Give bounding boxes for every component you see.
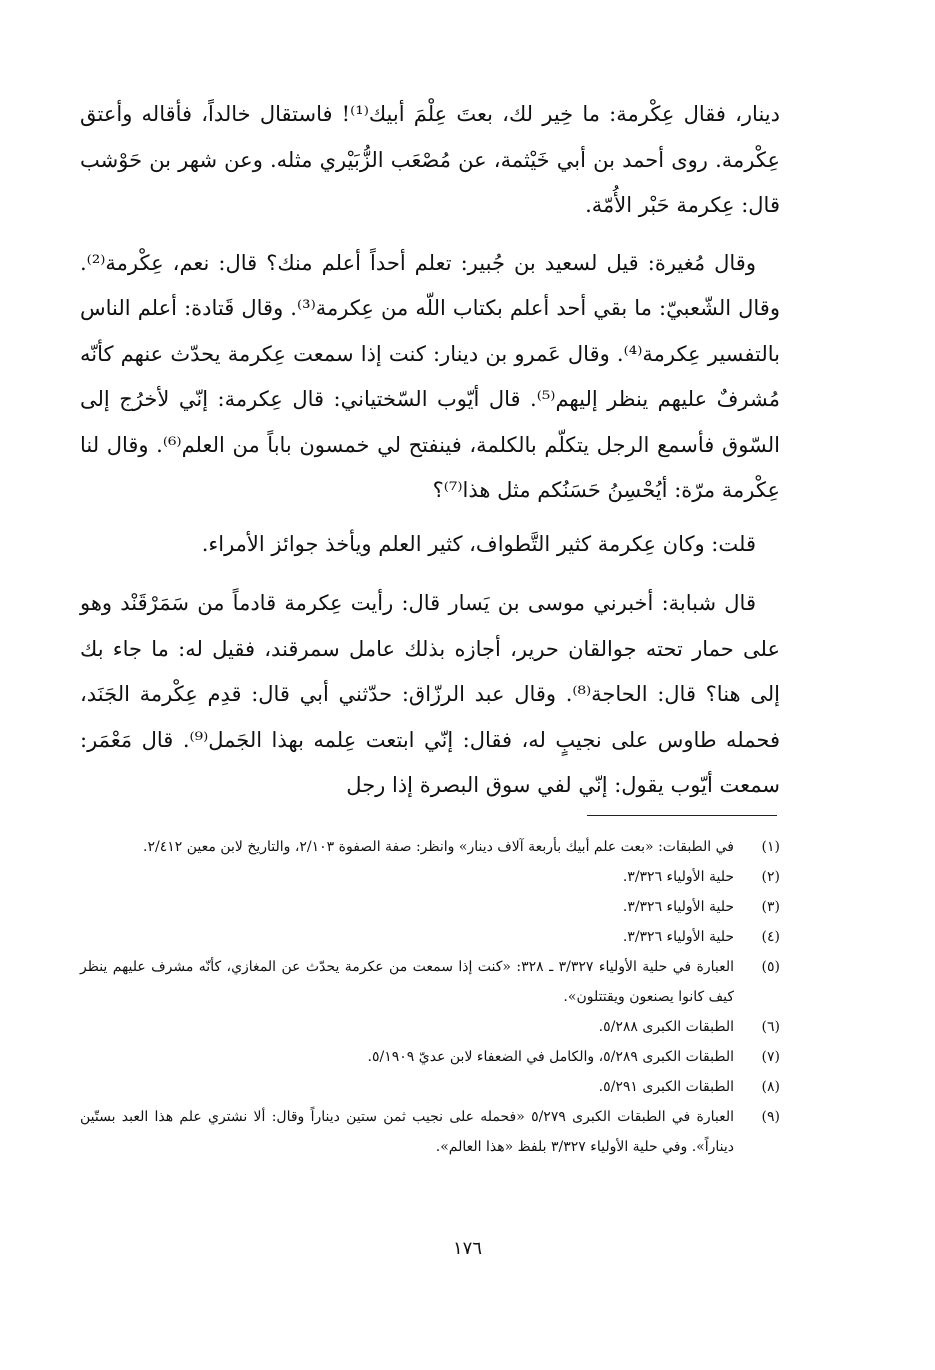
footnote-text: العبارة في الطبقات الكبرى ٥/٢٧٩ «فحمله على نجيب ثمن ستين ديناراً وقال: ألا نشتري علم هذا العبد بستّين ديناراً». وفي حلية الأولياء ٣/٣٢٧ بلفظ «هذا العالم». — [80, 1109, 734, 1155]
footnote-item — [80, 952, 780, 1012]
paragraph-3: قلت: وكان عِكرمة كثير التَّطواف، كثير العلم ويأخذ جوائز الأمراء. — [201, 531, 756, 556]
footnote-text: حلية الأولياء ٣/٣٢٦. — [622, 869, 734, 885]
footnote-number: (٢) — [761, 869, 780, 885]
footnote-text: حلية الأولياء ٣/٣٢٦. — [622, 899, 734, 915]
footnote-number: (٣) — [761, 899, 780, 915]
footnote-text: حلية الأولياء ٣/٣٢٦. — [622, 929, 734, 945]
footnote-text: في الطبقات: «بعت علم أبيك بأربعة آلاف دينار» وانظر: صفة الصفوة ٢/١٠٣، والتاريخ لابن معين ٢/٤١٢. — [143, 839, 734, 855]
footnote-number: (٨) — [761, 1079, 780, 1095]
footnote-number: (٦) — [761, 1019, 780, 1035]
paragraph-4: قال شبابة: أخبرني موسى بن يَسار قال: رأيت عِكرمة قادماً من سَمَرْقَنْد وهو على حمار تحته جوالقان حرير، أجازه بذلك عامل سمرقند، فقيل له: ما جاء بك إلى هنا؟ قال: الحاجة⁽⁸⁾. وقال عبد الرزّاق: حدّثني أبي قال: قدِم عِكْرمة الجَنَد، فحمله طاوس على نجيبٍ له، فقال: إنّي ابتعت عِلمه بهذا الجَمل⁽⁹⁾. قال مَعْمَر: سمعت أيّوب يقول: إنّي لفي سوق البصرة إذا رجل — [80, 591, 781, 797]
footnote-number: (٤) — [761, 929, 780, 945]
footnote-item — [80, 862, 780, 892]
footnote-number: (٥) — [761, 959, 780, 975]
footnote-item — [80, 922, 780, 952]
main-text — [80, 92, 780, 809]
footnote-item — [80, 1042, 780, 1072]
footnote-item — [80, 832, 780, 862]
paragraph-2: وقال مُغيرة: قيل لسعيد بن جُبير: تعلم أحداً أعلم منك؟ قال: نعم، عِكْرمة⁽²⁾. وقال الشّعبيّ: ما بقي أحد أعلم بكتاب اللّه من عِكرمة⁽³⁾. وقال قَتادة: أعلم الناس بالتفسير عِكرمة⁽⁴⁾. وقال عَمرو بن دينار: كنت إذا سمعت عِكرمة يحدّث عنهم كأنّه مُشرفٌ عليهم ينظر إليهم⁽⁵⁾. قال أيّوب السّختياني: قال عِكرمة: إنّي لأخرُج إلى السّوق فأسمع الرجل يتكلّم بالكلمة، فينفتح لي خمسون باباً من العلم⁽⁶⁾. وقال لنا عِكْرمة مرّة: أيُحْسِنُ حَسَنُكم مثل هذا⁽⁷⁾؟ — [80, 250, 781, 502]
footnote-text: الطبقات الكبرى ٥/٢٨٩، والكامل في الضعفاء لابن عديّ ٥/١٩٠٩. — [367, 1049, 734, 1065]
footnote-item — [80, 1012, 780, 1042]
footnote-item — [80, 1102, 780, 1162]
footnote-number: (١) — [761, 839, 780, 855]
footnote-item — [80, 1072, 780, 1102]
footnote-text: الطبقات الكبرى ٥/٢٨٨. — [598, 1019, 734, 1035]
footnote-divider — [587, 815, 777, 816]
footnote-number: (٧) — [761, 1049, 780, 1065]
page-number: ١٧٦ — [452, 1238, 482, 1259]
footnote-number: (٩) — [761, 1109, 780, 1125]
footnote-text: العبارة في حلية الأولياء ٣/٣٢٧ ـ ٣٢٨: «كنت إذا سمعت من عكرمة يحدّث عن المغازي، كأنّه مشرف عليهم ينظر كيف كانوا يصنعون ويقتتلون». — [80, 959, 734, 1005]
footnote-text: الطبقات الكبرى ٥/٢٩١. — [598, 1079, 734, 1095]
paragraph-1: دينار، فقال عِكْرمة: ما خِير لك، بعتَ عِلْمَ أبيك⁽¹⁾! فاستقال خالداً، فأقاله وأعتق عِكْرمة. روى أحمد بن أبي خَيْثمة، عن مُصْعَب الزُّبَيْري مثله. وعن شهر بن حَوْشب قال: عِكرمة حَبْر الأُمّة. — [80, 102, 780, 217]
footnote-item — [80, 892, 780, 922]
footnotes — [80, 832, 780, 1162]
